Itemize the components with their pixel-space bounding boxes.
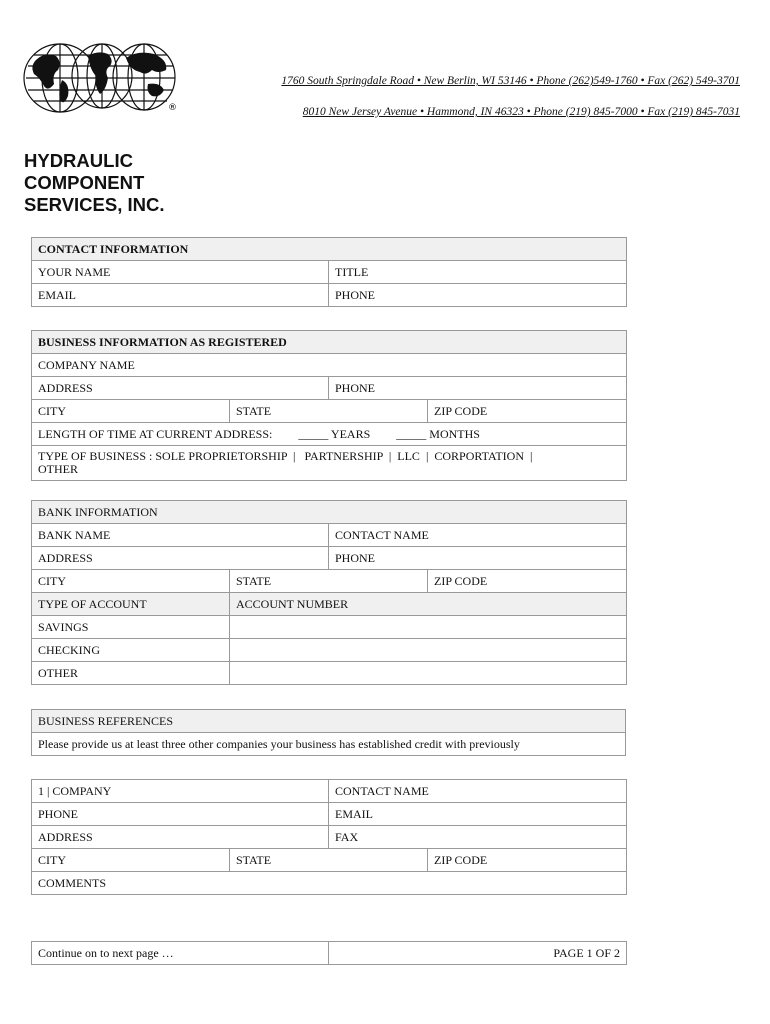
company-name-line-1: HYDRAULIC [24,150,133,171]
continue-note: Continue on to next page … [32,942,329,965]
business-city-field[interactable]: CITY [32,400,230,423]
company-name-line-3: SERVICES, INC. [24,194,165,215]
phone-field[interactable]: PHONE [329,284,627,307]
savings-account-number-field[interactable] [230,616,627,639]
your-name-field[interactable]: YOUR NAME [32,261,329,284]
company-name-heading [24,150,165,216]
bank-information-heading: BANK INFORMATION [32,501,627,524]
business-information-heading: BUSINESS INFORMATION AS REGISTERED [32,331,627,354]
contact-information-table [31,237,627,307]
reference-address-field[interactable]: ADDRESS [32,826,329,849]
business-address-field[interactable]: ADDRESS [32,377,329,400]
bank-state-field[interactable]: STATE [230,570,428,593]
reference-fax-field[interactable]: FAX [329,826,627,849]
company-name-field[interactable]: COMPANY NAME [32,354,627,377]
reference-comments-field[interactable]: COMMENTS [32,872,627,895]
company-name-line-2: COMPONENT [24,172,145,193]
bank-name-field[interactable]: BANK NAME [32,524,329,547]
other-account-number-field[interactable] [230,662,627,685]
address-hammond: 8010 New Jersey Avenue • Hammond, IN 46323 • Phone (219) 845-7000 • Fax (219) 845-7031 [302,106,740,118]
years-blank[interactable]: _____ YEARS [298,426,371,441]
business-references-table [31,709,626,756]
length-of-time-field[interactable] [32,423,627,446]
bank-city-field[interactable]: CITY [32,570,230,593]
reference-email-field[interactable]: EMAIL [329,803,627,826]
business-references-instructions: Please provide us at least three other companies your business has established credit with previously [32,733,626,756]
type-of-business-other[interactable]: OTHER [38,462,78,476]
length-of-time-label: LENGTH OF TIME AT CURRENT ADDRESS: [38,426,273,441]
svg-text:®: ® [168,103,177,113]
business-zip-field[interactable]: ZIP CODE [428,400,627,423]
page-footer-table [31,941,627,965]
bank-zip-field[interactable]: ZIP CODE [428,570,627,593]
bank-address-field[interactable]: ADDRESS [32,547,329,570]
savings-label: SAVINGS [32,616,230,639]
bank-contact-name-field[interactable]: CONTACT NAME [329,524,627,547]
email-field[interactable]: EMAIL [32,284,329,307]
business-phone-field[interactable]: PHONE [329,377,627,400]
type-of-business-options[interactable]: TYPE OF BUSINESS : SOLE PROPRIETORSHIP | PARTNERSHIP | LLC | CORPORTATION | [38,449,533,463]
business-state-field[interactable]: STATE [230,400,428,423]
company-logo [22,40,182,116]
globe-logo-icon [22,40,182,116]
bank-information-table [31,500,627,685]
type-of-business-field[interactable] [32,446,627,481]
account-number-heading: ACCOUNT NUMBER [230,593,627,616]
title-field[interactable]: TITLE [329,261,627,284]
bank-phone-field[interactable]: PHONE [329,547,627,570]
reference-phone-field[interactable]: PHONE [32,803,329,826]
reference-company-field[interactable]: 1 | COMPANY [32,780,329,803]
reference-state-field[interactable]: STATE [230,849,428,872]
other-account-label: OTHER [32,662,230,685]
months-blank[interactable]: _____ MONTHS [396,426,480,441]
page-number: PAGE 1 OF 2 [329,942,627,965]
reference-contact-name-field[interactable]: CONTACT NAME [329,780,627,803]
reference-city-field[interactable]: CITY [32,849,230,872]
reference-zip-field[interactable]: ZIP CODE [428,849,627,872]
address-new-berlin: 1760 South Springdale Road • New Berlin, WI 53146 • Phone (262)549-1760 • Fax (262) 549-3701 [281,75,740,87]
checking-label: CHECKING [32,639,230,662]
type-of-account-heading: TYPE OF ACCOUNT [32,593,230,616]
business-information-table [31,330,627,481]
reference-1-table [31,779,627,895]
business-references-heading: BUSINESS REFERENCES [32,710,626,733]
contact-information-heading: CONTACT INFORMATION [32,238,627,261]
checking-account-number-field[interactable] [230,639,627,662]
